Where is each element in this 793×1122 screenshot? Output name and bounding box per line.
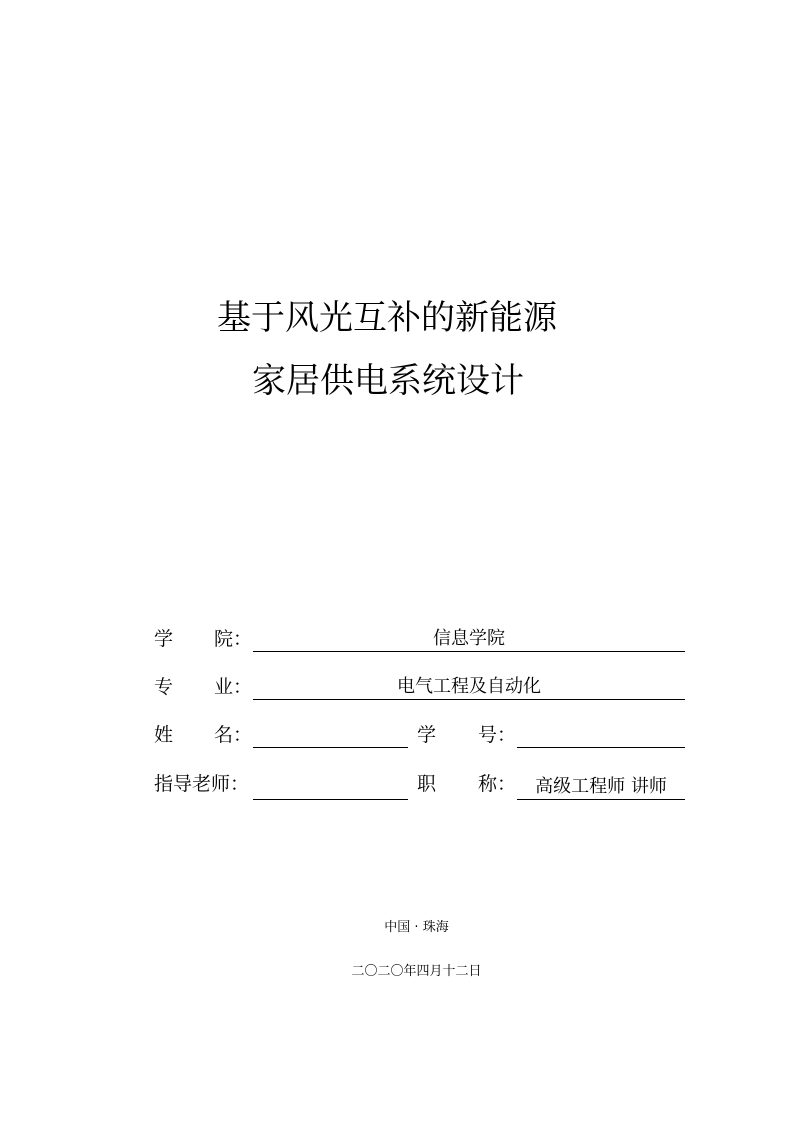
advisor-title-field (517, 775, 685, 800)
college-label-char-1: 学 (154, 628, 174, 650)
major-field (253, 675, 685, 700)
student-id-label-char-2: 号： (478, 724, 517, 746)
student-id-label-char-1: 学 (417, 724, 437, 746)
major-value: 电气工程及自动化 (397, 676, 541, 697)
advisor-title-label-char-2: 称： (478, 773, 517, 795)
footer-place: 中国 · 珠海 (384, 920, 449, 935)
advisor-title-value: 高级工程师 讲师 (535, 776, 667, 797)
student-id-field (517, 723, 685, 748)
college-value: 信息学院 (433, 628, 505, 649)
advisor-label: 指导老师： (154, 773, 250, 795)
name-label-char-1: 姓 (154, 724, 174, 746)
major-label-char-2: 业： (214, 676, 253, 698)
college-field (253, 627, 685, 652)
thesis-title-line-2: 家居供电系统设计 (252, 361, 524, 401)
advisor-title-label-char-1: 职 (417, 773, 437, 795)
thesis-title-line-1: 基于风光互补的新能源 (217, 298, 557, 338)
major-label-char-1: 专 (154, 676, 174, 698)
name-field (253, 723, 408, 748)
name-label-char-2: 名： (214, 724, 253, 746)
college-label-char-2: 院： (214, 628, 253, 650)
footer-date: 二〇二〇年四月十二日 (351, 964, 482, 979)
advisor-field (253, 775, 408, 800)
